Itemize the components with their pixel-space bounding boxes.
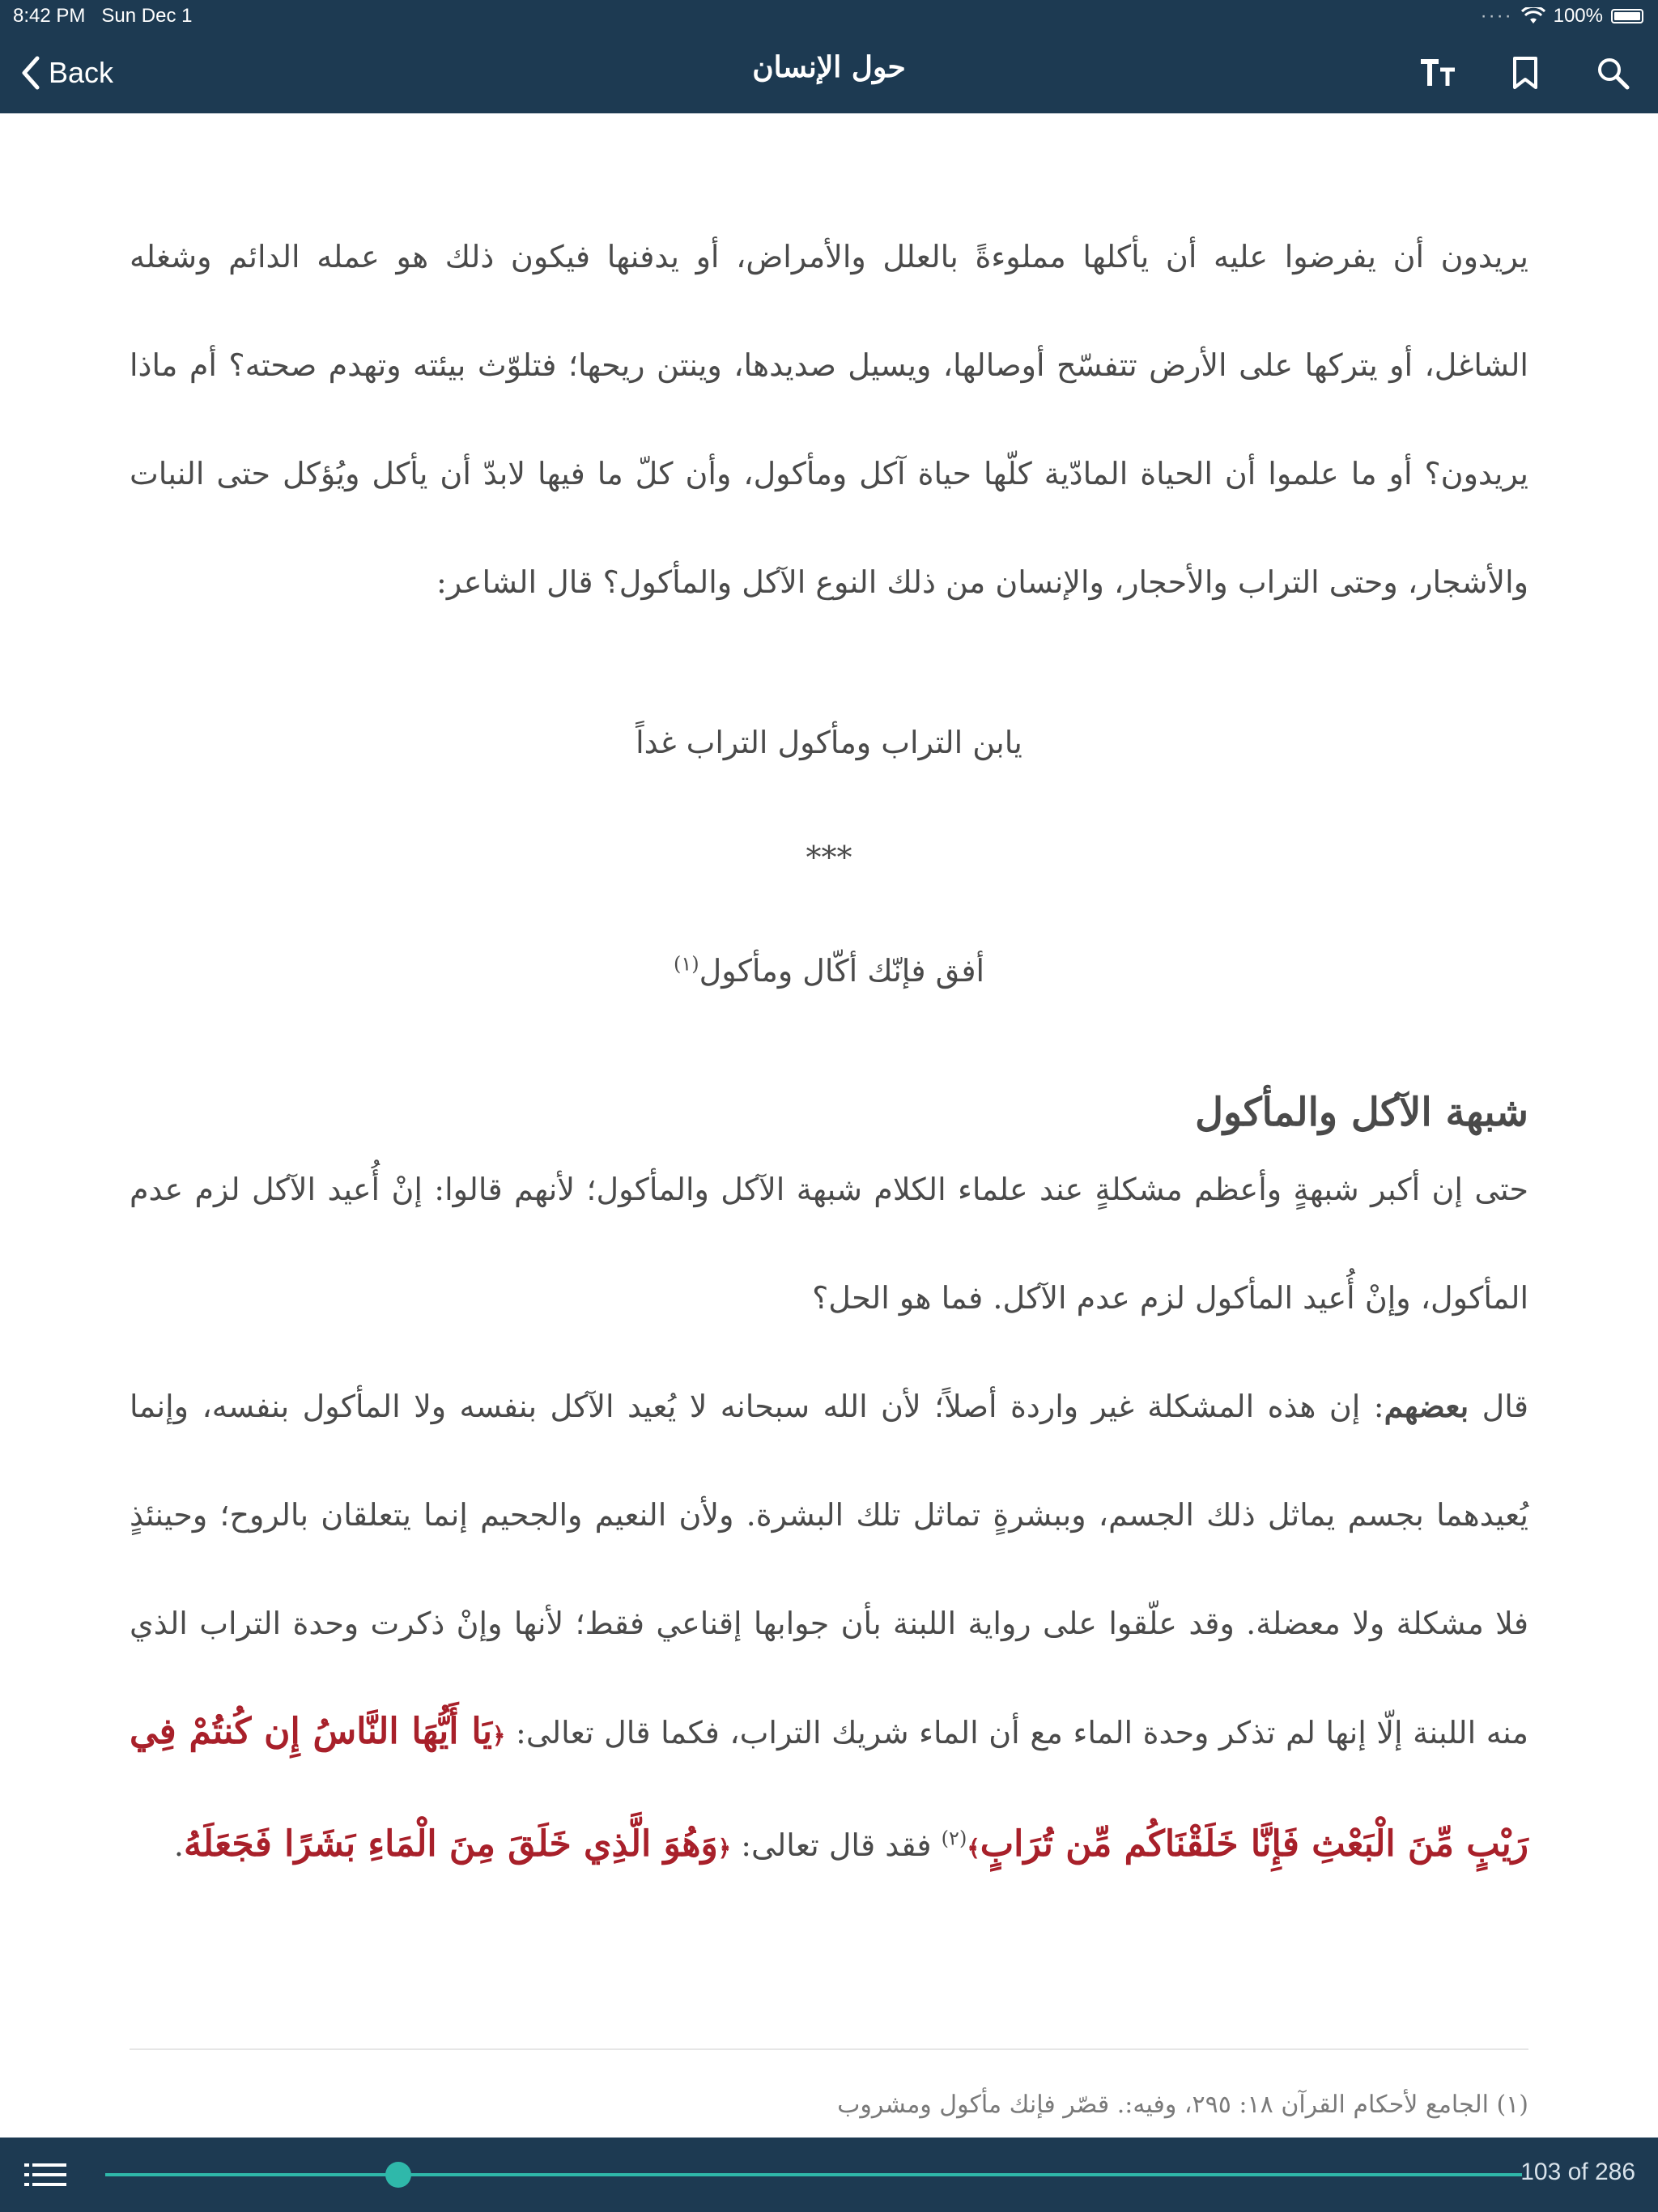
status-bar <box>0 0 1658 32</box>
status-right <box>1481 5 1643 28</box>
bookmark-button[interactable] <box>1501 49 1550 97</box>
search-button[interactable] <box>1588 49 1637 97</box>
para3-prefix: قال <box>1469 1389 1528 1424</box>
quran-bracket-open-1: ﴿ <box>492 1722 506 1749</box>
search-icon <box>1596 56 1630 90</box>
paragraph-2: حتى إن أكبر شبهةٍ وأعظم مشكلةٍ عند علماء الكلام شبهة الآكل والمأكول؛ لأنهم قالوا: إنْ أُعيد الآكل لزم عدم المأكول، وإنْ أُعيد المأكول لزم عدم الآكل. فما هو الحل؟ <box>130 1172 1528 1316</box>
footnote-ref-1[interactable]: (١) <box>673 952 699 976</box>
quran-verse-1: يَا أَيُّهَا النَّاسُ إِن كُنتُمْ فِي رَيْبٍ مِّنَ الْبَعْثِ فَإِنَّا خَلَقْنَاكُم مِّن تُرَابٍ <box>130 1711 1528 1865</box>
para3-bold: بعضهم <box>1384 1388 1469 1424</box>
paragraph-3 <box>130 1352 1528 1903</box>
poem-line-1: يابن التراب ومأكول التراب غداً <box>636 725 1022 760</box>
signal-dots-icon: ···· <box>1480 5 1513 27</box>
status-time: 8:42 PM <box>13 5 86 27</box>
bottom-bar <box>0 2138 1658 2212</box>
battery-icon <box>1611 9 1643 23</box>
back-chevron-icon <box>19 55 40 91</box>
wifi-icon <box>1521 7 1545 25</box>
footnote-1: (١) الجامع لأحكام القرآن ١٨: ٢٩٥، وفيه:. قصّر فإنك مأكول ومشروب <box>837 2091 1528 2119</box>
quran-bracket-open-2: ﴿ <box>717 1835 732 1861</box>
poem-line-2 <box>130 952 1528 989</box>
list-icon <box>24 2159 66 2191</box>
back-label: Back <box>49 56 114 89</box>
para3-text: : إن هذه المشكلة غير واردة أصلاً؛ لأن الله سبحانه لا يُعيد الآكل بنفسه ولا المأكول بنفسه، وإنما يُعيدهما بجسم يماثل ذلك الجسم، وببشرةٍ تماثل تلك البشرة. ولأن النعيم والجحيم إنما يتعلقان بالروح؛ وحينئذٍ فلا مشكلة ولا معضلة. وقد علّقوا على رواية اللبنة بأن جوابها إقناعي فقط؛ لأنها وإنْ ذكرت وحدة التراب الذي منه اللبنة إلّا إنها لم تذكر وحدة الماء مع أن الماء شريك التراب، فكما قال تعالى: <box>130 1389 1528 1750</box>
page-title: حول الإنسان <box>752 50 906 84</box>
para3-end: . <box>173 1827 184 1863</box>
paragraph-1: يريدون أن يفرضوا عليه أن يأكلها مملوءةً بالعلل والأمراض، أو يدفنها فيكون ذلك هو عمله الدائم وشغله الشاغل، أو يتركها على الأرض تتفسّح أوصالها، ويسيل صديدها، وينتن ريحها؛ فتلوّث بيئته وتهدم صحته؟ أم ماذا يريدون؟ أو ما علموا أن الحياة المادّية كلّها حياة آكل ومأكول، وأن كلّ ما فيها لابدّ أن يأكل ويُؤكل حتى النبات والأشجار، وحتى التراب والأحجار، والإنسان من ذلك النوع الآكل والمأكول؟ قال الشاعر: <box>130 239 1528 600</box>
text-size-button[interactable] <box>1414 49 1462 97</box>
quran-verse-2: وَهُوَ الَّذِي خَلَقَ مِنَ الْمَاءِ بَشَرًا فَجَعَلَهُ <box>183 1823 718 1865</box>
back-button[interactable] <box>19 50 113 96</box>
page-indicator: 103 of 286 <box>1520 2159 1635 2185</box>
toc-button[interactable] <box>24 2159 66 2191</box>
battery-percent: 100% <box>1553 5 1603 27</box>
status-time-date <box>13 5 192 28</box>
footnote-separator <box>130 2048 1528 2050</box>
nav-icons <box>1414 49 1637 97</box>
poem-line-2-text: أفق فإنّك أكّال ومأكول <box>699 953 985 989</box>
para3-mid: فقد قال تعالى: <box>731 1827 942 1863</box>
bookmark-icon <box>1511 56 1539 90</box>
footnote-ref-2[interactable]: (٢) <box>941 1827 967 1850</box>
text-size-icon <box>1419 57 1456 89</box>
nav-bar <box>0 32 1658 113</box>
status-date: Sun Dec 1 <box>101 5 193 27</box>
reading-content <box>130 202 1528 1903</box>
progress-handle[interactable] <box>385 2162 411 2188</box>
section-heading: شبهة الآكل والمأكول <box>1195 1090 1528 1135</box>
poem-separator: *** <box>806 840 852 875</box>
quran-bracket-close-1: ﴾ <box>967 1835 980 1861</box>
page-progress-slider[interactable] <box>105 2173 1522 2176</box>
